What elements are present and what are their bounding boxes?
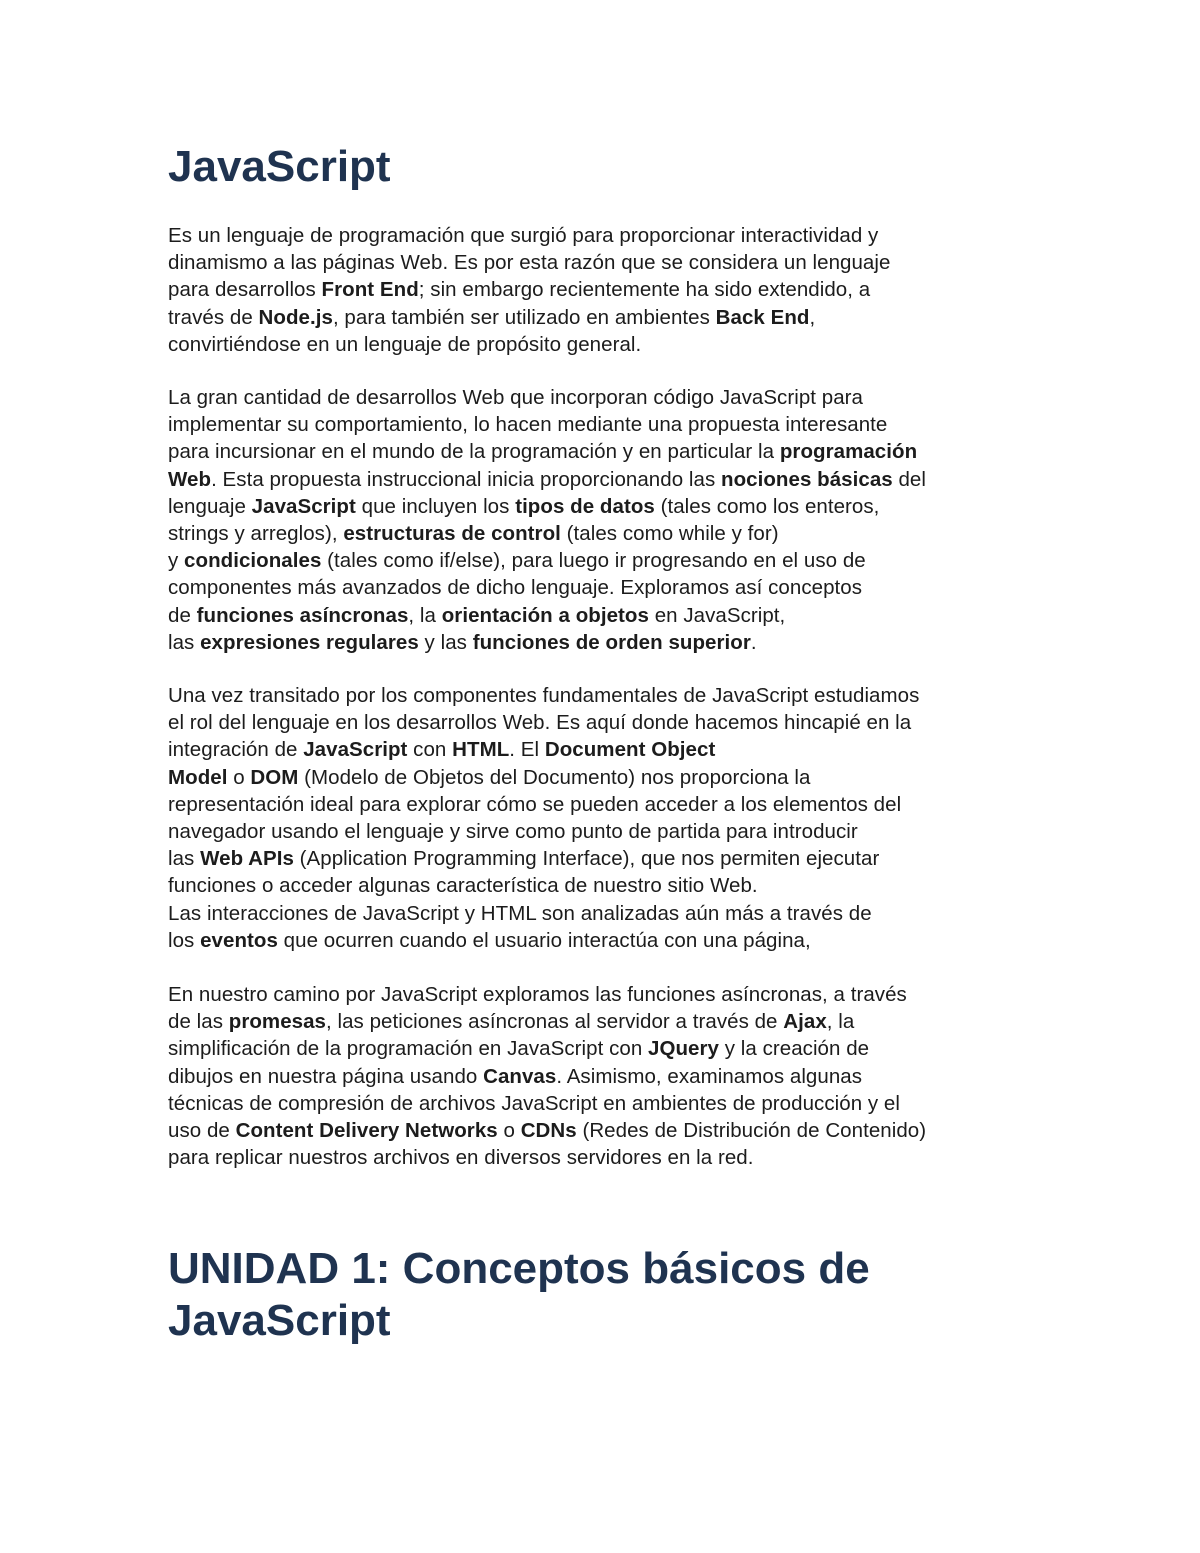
paragraph-line: [168, 602, 926, 629]
bold-term: programación: [779, 440, 918, 464]
paragraph-advanced-topics: [168, 981, 926, 1171]
text-segment: , la: [826, 1010, 855, 1034]
text-segment: de las: [168, 1010, 229, 1034]
text-segment: uso de: [168, 1118, 236, 1142]
paragraph-line: [168, 1008, 926, 1035]
bold-term: Node.js: [258, 305, 333, 329]
text-segment: y las: [418, 630, 473, 654]
bold-term: JQuery: [648, 1037, 719, 1061]
paragraph-line: [168, 331, 890, 358]
text-segment: (Application Programming Interface), que nos permiten ejecutar: [293, 847, 880, 871]
paragraph-line: [168, 764, 919, 791]
text-segment: los: [168, 928, 201, 952]
paragraph-line: [168, 1144, 926, 1171]
paragraph-line: [168, 845, 919, 872]
text-segment: En nuestro camino por JavaScript exploramos las funciones asíncronas, a través: [168, 983, 907, 1006]
text-segment: representación ideal para explorar cómo se pueden acceder a los elementos del: [168, 792, 902, 816]
text-segment: Es un lenguaje de programación que surgió para proporcionar interactividad y: [168, 224, 879, 247]
paragraph-line: [168, 900, 919, 927]
text-segment: . El: [509, 738, 545, 762]
paragraph-line: [168, 818, 919, 845]
text-segment: o: [497, 1118, 521, 1142]
text-segment: que ocurren cuando el usuario interactúa con una página,: [277, 928, 811, 952]
paragraph-line: [168, 574, 926, 601]
paragraph-line: [168, 791, 919, 818]
text-segment: implementar su comportamiento, lo hacen mediante una propuesta interesante: [168, 413, 888, 437]
bold-term: Front End: [321, 278, 419, 302]
bold-term: Document Object: [544, 738, 716, 762]
bold-term: eventos: [200, 928, 278, 952]
paragraph-overview: [168, 384, 926, 656]
text-segment: La gran cantidad de desarrollos Web que incorporan código JavaScript para: [168, 386, 864, 409]
text-segment: , las peticiones asíncronas al servidor a través de: [326, 1010, 784, 1034]
paragraph-line: [168, 384, 926, 411]
bold-term: JavaScript: [251, 494, 356, 518]
text-segment: través de: [168, 305, 259, 329]
page-title: JavaScript: [168, 142, 391, 191]
text-segment: para incursionar en el mundo de la programación y en particular la: [168, 440, 780, 464]
paragraph-line: [168, 981, 926, 1008]
text-segment: dinamismo a las páginas Web. Es por esta razón que se considera un lenguaje: [168, 251, 891, 275]
text-segment: lenguaje: [168, 494, 252, 518]
bold-term: Model: [168, 765, 228, 789]
paragraph-line: [168, 222, 890, 249]
bold-term: JavaScript: [303, 738, 408, 762]
text-segment: strings y arreglos),: [168, 521, 344, 545]
text-segment: para replicar nuestros archivos en diversos servidores en la red.: [168, 1146, 754, 1170]
bold-term: HTML: [452, 738, 510, 762]
text-segment: ; sin embargo recientemente ha sido extendido, a: [418, 278, 871, 302]
bold-term: DOM: [250, 765, 299, 789]
text-segment: (tales como if/else), para luego ir progresando en el uso de: [321, 549, 866, 573]
text-segment: (tales como while y for): [560, 521, 779, 545]
text-segment: integración de: [168, 738, 304, 762]
paragraph-line: [168, 411, 926, 438]
paragraph-line: [168, 709, 919, 736]
text-segment: (tales como los enteros,: [654, 494, 880, 518]
paragraph-line: [168, 466, 926, 493]
text-segment: simplificación de la programación en JavaScript con: [168, 1037, 649, 1061]
paragraph-line: [168, 1035, 926, 1062]
bold-term: tipos de datos: [515, 494, 655, 518]
text-segment: y: [168, 549, 185, 573]
paragraph-line: [168, 682, 919, 709]
bold-term: Canvas: [483, 1064, 557, 1088]
text-segment: Una vez transitado por los componentes fundamentales de JavaScript estudiamos: [168, 684, 920, 707]
unit-heading-line-2: JavaScript: [168, 1296, 391, 1345]
paragraph-line: [168, 547, 926, 574]
text-segment: dibujos en nuestra página usando: [168, 1064, 484, 1088]
text-segment: para desarrollos: [168, 278, 322, 302]
unit-heading-line-1: UNIDAD 1: Conceptos básicos de: [168, 1244, 870, 1293]
text-segment: o: [227, 765, 251, 789]
paragraph-line: [168, 736, 919, 763]
paragraph-web-integration: [168, 682, 919, 954]
text-segment: y la creación de: [718, 1037, 870, 1061]
bold-term: nociones básicas: [721, 467, 893, 491]
text-segment: del: [892, 467, 926, 491]
bold-term: funciones de orden superior: [472, 630, 751, 654]
text-segment: que incluyen los: [355, 494, 516, 518]
text-segment: (Modelo de Objetos del Documento) nos proporciona la: [298, 765, 811, 789]
text-segment: convirtiéndose en un lenguaje de propósito general.: [168, 332, 642, 356]
text-segment: las: [168, 847, 201, 871]
text-segment: en JavaScript,: [648, 603, 786, 627]
paragraph-line: [168, 872, 919, 899]
text-segment: el rol del lenguaje en los desarrollos Web. Es aquí donde hacemos hincapié en la: [168, 711, 912, 735]
bold-term: Content Delivery Networks: [235, 1118, 498, 1142]
text-segment: navegador usando el lenguaje y sirve como punto de partida para introducir: [168, 819, 858, 843]
bold-term: Back End: [715, 305, 810, 329]
paragraph-line: [168, 493, 926, 520]
bold-term: CDNs: [520, 1118, 577, 1142]
paragraph-line: [168, 438, 926, 465]
text-segment: de: [168, 603, 197, 627]
text-segment: funciones o acceder algunas característica de nuestro sitio Web.: [168, 874, 758, 898]
bold-term: Ajax: [783, 1010, 827, 1034]
text-segment: las: [168, 630, 201, 654]
bold-term: funciones asíncronas: [196, 603, 409, 627]
text-segment: (Redes de Distribución de Contenido): [576, 1118, 927, 1142]
paragraph-line: [168, 1063, 926, 1090]
bold-term: Web APIs: [200, 847, 294, 871]
text-segment: técnicas de compresión de archivos JavaScript en ambientes de producción y el: [168, 1091, 900, 1115]
paragraph-line: [168, 276, 890, 303]
text-segment: con: [407, 738, 453, 762]
bold-term: condicionales: [184, 549, 322, 573]
text-segment: , la: [408, 603, 442, 627]
bold-term: orientación a objetos: [441, 603, 649, 627]
text-segment: componentes más avanzados de dicho lenguaje. Exploramos así conceptos: [168, 576, 863, 600]
text-segment: , para también ser utilizado en ambientes: [332, 305, 716, 329]
bold-term: estructuras de control: [343, 521, 561, 545]
bold-term: promesas: [228, 1010, 327, 1034]
paragraph-line: [168, 927, 919, 954]
paragraph-line: [168, 249, 890, 276]
text-segment: .: [750, 630, 757, 654]
paragraph-intro: [168, 222, 890, 358]
paragraph-line: [168, 1090, 926, 1117]
paragraph-line: [168, 304, 890, 331]
text-segment: . Asimismo, examinamos algunas: [556, 1064, 863, 1088]
paragraph-line: [168, 520, 926, 547]
paragraph-line: [168, 1117, 926, 1144]
bold-term: expresiones regulares: [200, 630, 419, 654]
text-segment: . Esta propuesta instruccional inicia proporcionando las: [211, 467, 722, 491]
text-segment: ,: [809, 305, 816, 329]
paragraph-line: [168, 629, 926, 656]
bold-term: Web: [168, 467, 212, 491]
text-segment: Las interacciones de JavaScript y HTML son analizadas aún más a través de: [168, 901, 872, 925]
